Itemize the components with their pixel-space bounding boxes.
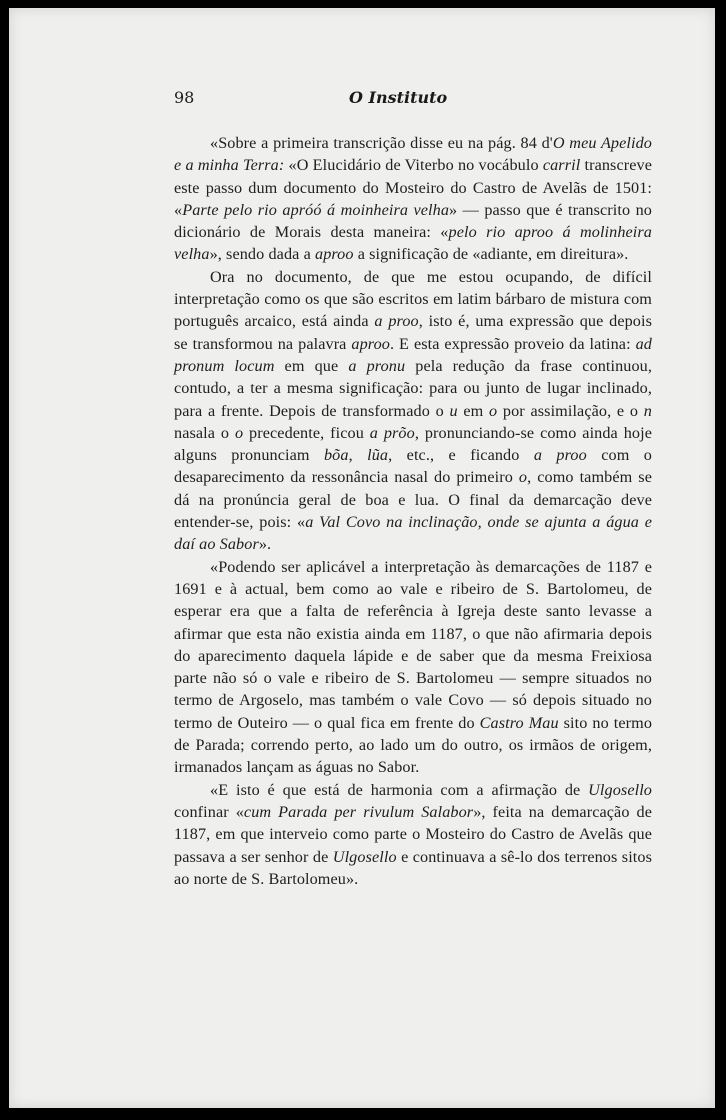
italic-run: a prõo [369, 423, 415, 442]
italic-run: u [449, 401, 458, 420]
text-run: », sendo dada a [209, 245, 315, 264]
paragraph [174, 132, 652, 266]
italic-run: o [234, 423, 244, 442]
text-run: , como também se dá na pronúncia geral de boa e lua. O final da demarcação deve entender-se, pois: « [174, 468, 652, 532]
paragraph [174, 266, 652, 556]
italic-run: O meu Apelido e a minha Terra: [174, 134, 652, 175]
text-run: em que [274, 356, 349, 375]
text-run: «E isto é que está de harmonia com a afirmação de [210, 780, 589, 799]
italic-run: aproo [315, 245, 354, 264]
italic-run: a proo [374, 312, 419, 331]
text-run: transcreve este passo dum documento do Mosteiro do Castro de Avelãs de 1501: « [174, 156, 652, 219]
text-run: a significação de «adiante, em direitura». [353, 245, 629, 264]
text-run: confinar « [174, 802, 244, 821]
text-run: por assimilação, e o [497, 401, 644, 420]
text-run: «Podendo ser aplicável a interpretação às demarcações de 1187 e 1691 e à actual, bem como ao vale e ribeiro de S. Bartolomeu, de esperar era que a falta de referência à Igreja deste santo levasse a afirmar que esta não existia ainda em 1187, o que não afirmaria depois do aparecimento daquela lápide e de saber que da mesma Freixiosa parte não só o vale e ribeiro de S. Bartolomeu — sempre situados no termo de Argoselo, mas também o vale Covo — só depois situado no termo de Outeiro — o qual fica em frente do [174, 557, 652, 732]
text-run: com o desaparecimento da ressonância nasal do primeiro [174, 446, 652, 487]
text-run: . E esta expressão proveio da latina: [389, 334, 636, 353]
text-run: e continuava a sê-lo dos terrenos sitos ao norte de S. Bartolomeu». [174, 847, 652, 888]
running-title: O Instituto [349, 88, 448, 107]
body-text [174, 132, 652, 890]
page-header [174, 88, 654, 112]
italic-run: Ulgosello [332, 847, 397, 866]
text-run: , pronunciando-se como ainda hoje alguns pronunciam [174, 423, 652, 465]
text-run: ». [258, 535, 272, 554]
italic-run: o [489, 401, 498, 420]
italic-run: Parte pelo rio apróó á moinheira velha [182, 200, 450, 219]
italic-run: Castro Mau [479, 713, 559, 732]
italic-run: o [518, 468, 528, 487]
italic-run: carril [542, 156, 581, 175]
italic-run: a pronu [348, 356, 406, 375]
page-number: 98 [174, 88, 195, 107]
italic-run: lũa [367, 446, 389, 465]
paragraph [174, 779, 652, 890]
text-run: nasala o [174, 423, 235, 442]
text-run: », feita na demarcação de 1187, em que interveio como parte o Mosteiro do Castro de Avelãs que passava a ser senhor de [174, 802, 653, 866]
text-run: «Sobre a primeira transcrição disse eu na pág. 84 d' [210, 134, 553, 152]
text-run: , etc., e ficando [388, 446, 534, 465]
text-run: em [457, 401, 490, 420]
italic-run: a proo [533, 446, 587, 465]
italic-run: ad pronum locum [174, 334, 652, 375]
italic-run: n [643, 401, 652, 420]
italic-run: bõa [323, 446, 349, 465]
text-run: Ora no documento, de que me estou ocupando, de difícil interpretação como os que são escritos em latim bárbaro de mistura com português arcaico, está ainda [174, 267, 652, 331]
italic-run: a Val Covo na inclinação, onde se ajunta a água e daí ao Sabor [174, 513, 652, 554]
text-run: «O Elucidário de Viterbo no vocábulo [284, 156, 543, 175]
text-run: , [348, 446, 368, 465]
text-run: precedente, ficou [243, 423, 370, 442]
text-run: sito no termo de Parada; correndo perto, ao lado um do outro, os irmãos de origem, irmanados lançam as águas no Sabor. [174, 713, 653, 777]
text-run: » — passo que é transcrito no dicionário de Morais desta maneira: « [174, 200, 652, 242]
italic-run: pelo rio aproo á molinheira velha [174, 223, 653, 264]
page-scan [9, 8, 715, 1108]
text-run: pela redução da frase continuou, contudo, a ter a mesma significação: para ou junto de lugar inclinado, para a frente. Depois de transformado o [174, 356, 653, 420]
italic-run: Ulgosello [588, 780, 652, 799]
italic-run: aproo [351, 334, 390, 353]
italic-run: cum Parada per rivulum Salabor [243, 802, 474, 821]
paragraph [174, 556, 652, 779]
text-run: , isto é, uma expressão que depois se transformou na palavra [174, 312, 652, 353]
